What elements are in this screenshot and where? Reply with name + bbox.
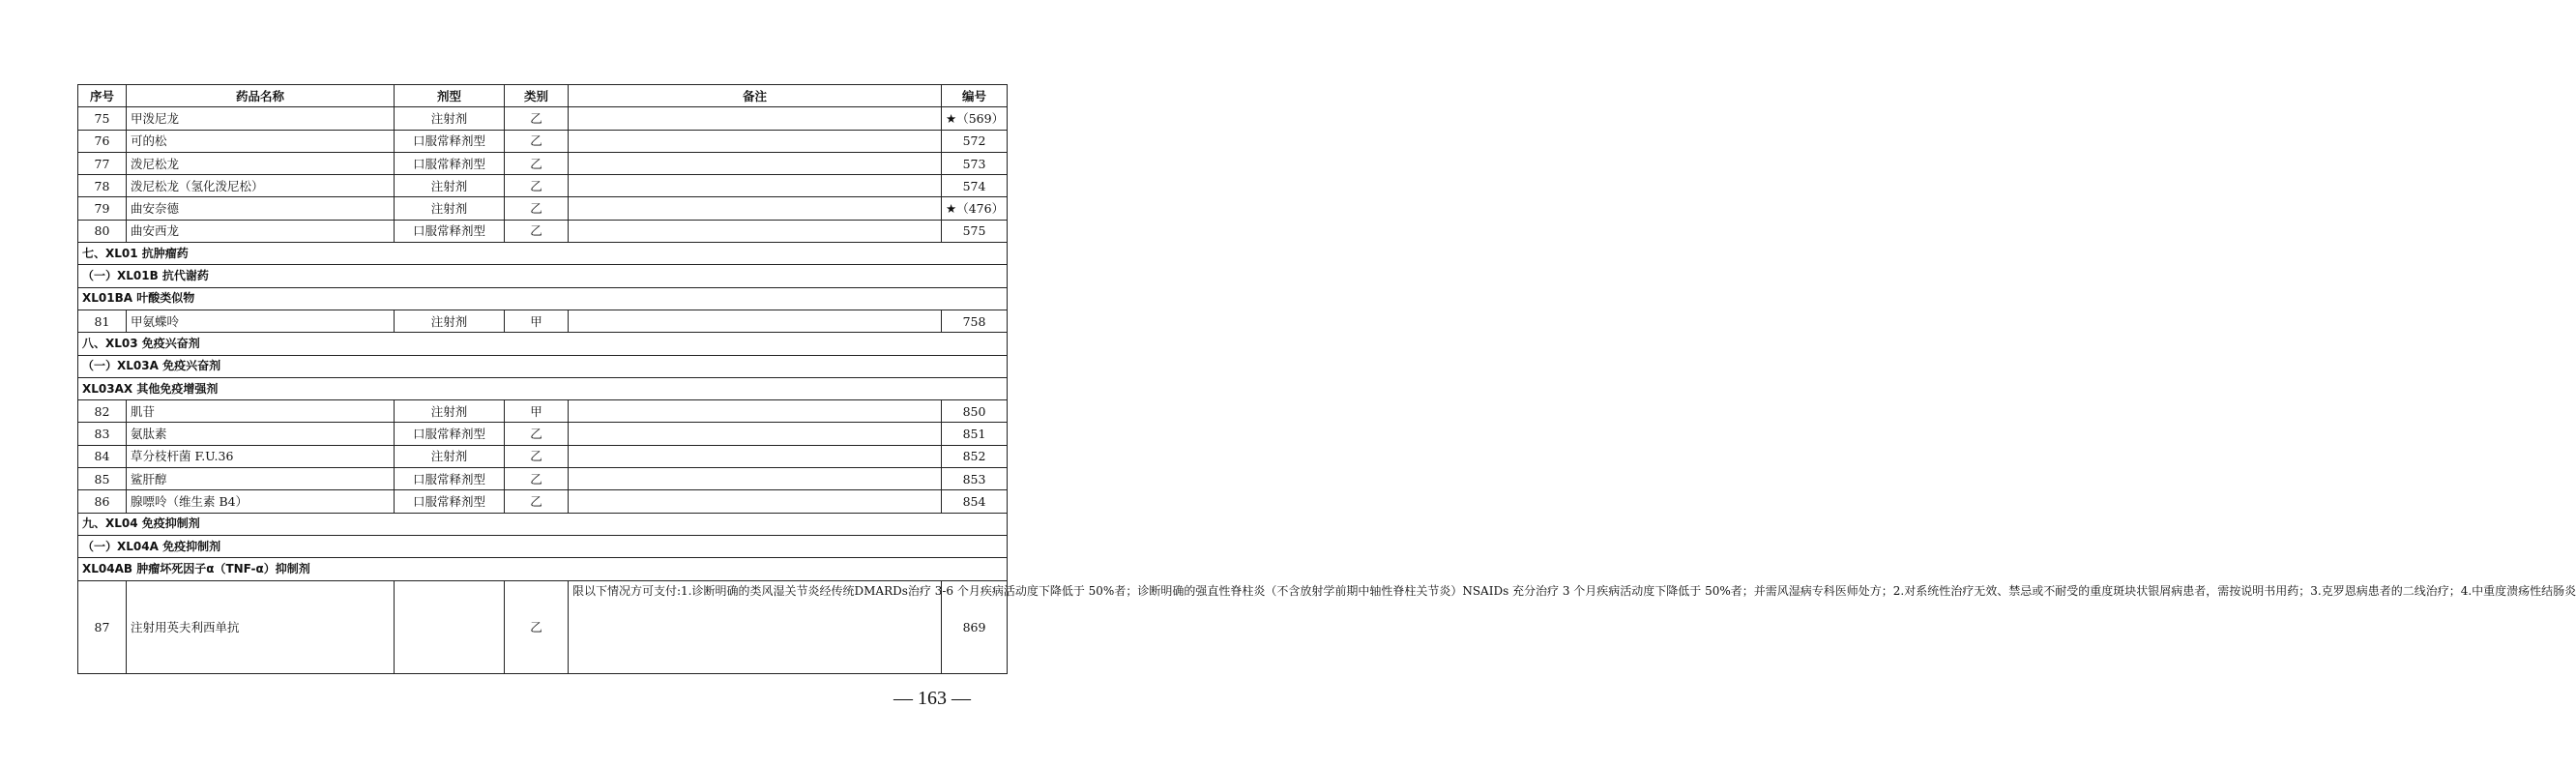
section-heading: （一）XL04A 免疫抑制剂 — [78, 535, 1008, 557]
cell-note — [569, 468, 942, 490]
cell-form: 口服常释剂型 — [395, 220, 505, 242]
cell-note — [569, 107, 942, 130]
cell-category: 乙 — [505, 580, 569, 673]
cell-seq: 81 — [78, 310, 127, 332]
section-heading: XL01BA 叶酸类似物 — [78, 287, 1008, 310]
section-heading: XL03AX 其他免疫增强剂 — [78, 377, 1008, 399]
cell-category: 乙 — [505, 197, 569, 220]
table-row — [78, 130, 1008, 152]
cell-form — [395, 580, 505, 673]
table-row — [78, 107, 1008, 130]
cell-form: 注射剂 — [395, 175, 505, 197]
cell-seq: 85 — [78, 468, 127, 490]
cell-form: 注射剂 — [395, 107, 505, 130]
cell-note — [569, 130, 942, 152]
cell-code: 853 — [942, 468, 1008, 490]
section-heading: 八、XL03 免疫兴奋剂 — [78, 333, 1008, 355]
cell-form: 注射剂 — [395, 445, 505, 467]
table-row — [78, 580, 1008, 673]
section-row — [78, 535, 1008, 557]
section-row — [78, 287, 1008, 310]
cell-name: 甲泼尼龙 — [127, 107, 395, 130]
cell-category: 乙 — [505, 175, 569, 197]
section-row — [78, 333, 1008, 355]
cell-seq: 77 — [78, 152, 127, 174]
header-name: 药品名称 — [127, 85, 395, 107]
section-row — [78, 377, 1008, 399]
cell-category: 乙 — [505, 445, 569, 467]
cell-category: 乙 — [505, 130, 569, 152]
cell-form: 注射剂 — [395, 400, 505, 423]
cell-note: 限以下情况方可支付:1.诊断明确的类风湿关节炎经传统DMARDs治疗 3-6 个月疾病活动度下降低于 50%者；诊断明确的强直性脊柱炎（不含放射学前期中轴性脊柱关节炎）NSAIDs 充分治疗 3 个月疾病活动度下降低于 50%者；并需风湿病专科医师处方；2.对系统性治疗无效、禁忌或不耐受的重度斑块状银屑病患者，需按说明书用药；3.克罗恩病患者的二线治疗；4.中重度溃疡性结肠炎 — [569, 580, 942, 673]
table-row — [78, 152, 1008, 174]
cell-name: 泼尼松龙（氢化泼尼松） — [127, 175, 395, 197]
cell-form: 口服常释剂型 — [395, 130, 505, 152]
cell-seq: 86 — [78, 490, 127, 513]
cell-category: 乙 — [505, 468, 569, 490]
cell-seq: 83 — [78, 423, 127, 445]
section-heading: 七、XL01 抗肿瘤药 — [78, 243, 1008, 265]
table-row — [78, 445, 1008, 467]
cell-name: 曲安西龙 — [127, 220, 395, 242]
section-heading: （一）XL03A 免疫兴奋剂 — [78, 355, 1008, 377]
cell-code: ★（569） — [942, 107, 1008, 130]
cell-seq: 87 — [78, 580, 127, 673]
cell-code: 850 — [942, 400, 1008, 423]
cell-category: 乙 — [505, 107, 569, 130]
section-heading: 九、XL04 免疫抑制剂 — [78, 513, 1008, 535]
cell-code: 572 — [942, 130, 1008, 152]
section-row — [78, 355, 1008, 377]
table-row — [78, 220, 1008, 242]
cell-form: 口服常释剂型 — [395, 490, 505, 513]
cell-code: 573 — [942, 152, 1008, 174]
cell-category: 乙 — [505, 423, 569, 445]
cell-note — [569, 152, 942, 174]
table-row — [78, 423, 1008, 445]
cell-category: 甲 — [505, 310, 569, 332]
cell-code: ★（476） — [942, 197, 1008, 220]
cell-seq: 80 — [78, 220, 127, 242]
cell-name: 腺嘌呤（维生素 B4） — [127, 490, 395, 513]
cell-form: 口服常释剂型 — [395, 468, 505, 490]
header-note: 备注 — [569, 85, 942, 107]
cell-seq: 78 — [78, 175, 127, 197]
cell-name: 泼尼松龙 — [127, 152, 395, 174]
table-row — [78, 310, 1008, 332]
cell-form: 注射剂 — [395, 310, 505, 332]
cell-seq: 76 — [78, 130, 127, 152]
cell-code: 758 — [942, 310, 1008, 332]
cell-note — [569, 490, 942, 513]
cell-form: 注射剂 — [395, 197, 505, 220]
table-row — [78, 468, 1008, 490]
cell-note — [569, 175, 942, 197]
cell-note — [569, 310, 942, 332]
cell-category: 甲 — [505, 400, 569, 423]
drug-table — [77, 84, 2576, 674]
cell-form: 口服常释剂型 — [395, 423, 505, 445]
cell-name: 氨肽素 — [127, 423, 395, 445]
cell-code: 854 — [942, 490, 1008, 513]
cell-note — [569, 423, 942, 445]
cell-category: 乙 — [505, 152, 569, 174]
cell-code: 574 — [942, 175, 1008, 197]
cell-note — [569, 400, 942, 423]
cell-name: 甲氨蝶呤 — [127, 310, 395, 332]
section-row — [78, 243, 1008, 265]
cell-code: 869 — [942, 580, 1008, 673]
section-heading: （一）XL01B 抗代谢药 — [78, 265, 1008, 287]
cell-seq: 75 — [78, 107, 127, 130]
cell-category: 乙 — [505, 220, 569, 242]
cell-form: 口服常释剂型 — [395, 152, 505, 174]
header-code: 编号 — [942, 85, 1008, 107]
cell-name: 曲安奈德 — [127, 197, 395, 220]
cell-name: 肌苷 — [127, 400, 395, 423]
cell-name: 可的松 — [127, 130, 395, 152]
header-seq: 序号 — [78, 85, 127, 107]
table-body — [78, 107, 2576, 673]
table-row — [78, 400, 1008, 423]
section-heading: XL04AB 肿瘤坏死因子α（TNF-α）抑制剂 — [78, 558, 1008, 580]
cell-seq: 79 — [78, 197, 127, 220]
page-number: — 163 — — [893, 688, 971, 709]
cell-code: 852 — [942, 445, 1008, 467]
cell-note — [569, 197, 942, 220]
cell-name: 注射用英夫利西单抗 — [127, 580, 395, 673]
cell-name: 草分枝杆菌 F.U.36 — [127, 445, 395, 467]
header-category: 类别 — [505, 85, 569, 107]
section-row — [78, 558, 1008, 580]
section-row — [78, 513, 1008, 535]
cell-code: 575 — [942, 220, 1008, 242]
cell-note — [569, 445, 942, 467]
cell-name: 鲨肝醇 — [127, 468, 395, 490]
table-row — [78, 490, 1008, 513]
cell-category: 乙 — [505, 490, 569, 513]
header-row — [78, 85, 1008, 107]
section-row — [78, 265, 1008, 287]
table-row — [78, 197, 1008, 220]
table-row — [78, 175, 1008, 197]
cell-seq: 82 — [78, 400, 127, 423]
cell-seq: 84 — [78, 445, 127, 467]
cell-code: 851 — [942, 423, 1008, 445]
cell-note — [569, 220, 942, 242]
header-form: 剂型 — [395, 85, 505, 107]
